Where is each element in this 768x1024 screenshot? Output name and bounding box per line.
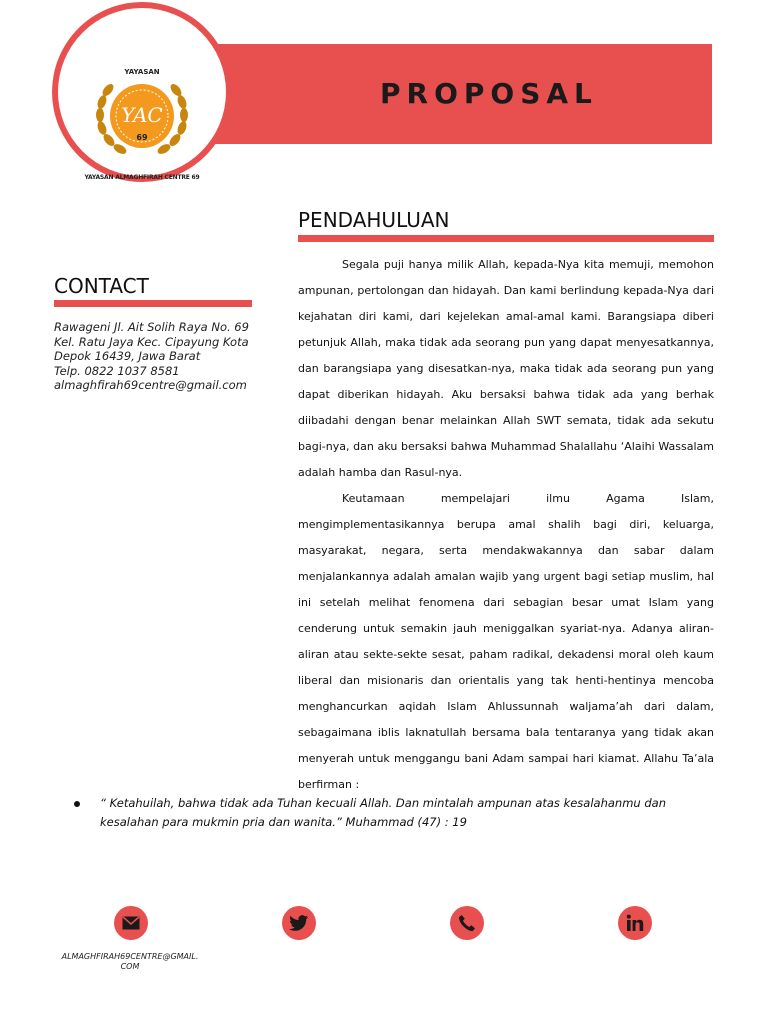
logo-top-text: YAYASAN <box>124 68 160 76</box>
logo-number: 69 <box>136 133 148 142</box>
footer-email-text: ALMAGHFIRAH69CENTRE@GMAIL. COM <box>61 952 199 971</box>
contact-address-block <box>54 320 264 393</box>
contact-email: almaghfirah69centre@gmail.com <box>54 378 247 393</box>
yac-logo <box>80 60 204 170</box>
phone-button[interactable] <box>450 906 484 940</box>
twitter-icon <box>289 915 309 931</box>
intro-rule <box>298 235 714 242</box>
contact-address-line-3: Depok 16439, Jawa Barat <box>54 349 201 364</box>
intro-title: PENDAHULUAN <box>298 208 450 232</box>
bullet-icon <box>74 801 80 807</box>
quote-block <box>74 794 724 832</box>
contact-title: CONTACT <box>54 274 149 298</box>
footer-email-label <box>40 952 220 972</box>
logo-bottom-text: YAYASAN ALMAGHFIRAH CENTRE 69 <box>84 174 200 181</box>
intro-paragraph-1: Segala puji hanya milik Allah, kepada-Nya kita memuji, memohon ampunan, pertolongan dan hidayah. Dan kami berlindung kepada-Nya dari kejahatan diri kami, dari kejelekan amal-amal kami. Barangsiapa diberi petunjuk Allah, maka tidak ada seorang pun yang dapat menyesatkannya, dan barangsiapa yang disesatkan-nya, maka tidak ada seorang pun yang dapat diberikan hidayah. Aku bersaksi bahwa tidak ada yang berhak diibadahi dengan benar melainkan Allah SWT semata, tidak ada sekutu bagi-nya, dan aku bersaksi bahwa Muhammad Shalallahu ‘Alaihi Wassalam adalah hamba dan Rasul-nya. <box>298 258 714 479</box>
linkedin-button[interactable] <box>618 906 652 940</box>
logo-center-text: YAC <box>121 103 163 127</box>
intro-paragraph-2: Keutamaan mempelajari ilmu Agama Islam, mengimplementasikannya berupa amal shalih bagi diri, keluarga, masyarakat, negara, serta mendakwakannya dan sabar dalam menjalankannya adalah amalan wajib yang urgent bagi setiap muslim, hal ini setelah melihat fenomena dari sebagian besar umat Islam yang cenderung untuk semakin jauh meniggalkan syariat-nya. Adanya aliran-aliran atau sekte-sekte sesat, paham radikal, dekadensi moral oleh kaum liberal dan misionaris dan orientalis yang tak henti-hentinya mencoba menghancurkan aqidah Islam Ahlussunnah waljama’ah dari dalam, sebagaimana iblis laknatullah bersama bala tentaranya yang tidak akan menyerah untuk menggangu bani Adam sampai hari kiamat. Allahu Ta’ala berfirman : <box>298 492 714 791</box>
contact-phone: Telp. 0822 1037 8581 <box>54 363 180 378</box>
phone-icon <box>458 914 476 932</box>
quote-text: “ Ketahuilah, bahwa tidak ada Tuhan kecuali Allah. Dan mintalah ampunan atas kesalahanmu dan kesalahan para mukmin pria dan wanita.” Muhammad (47) : 19 <box>100 796 666 829</box>
intro-body <box>298 252 714 798</box>
email-icon <box>122 916 140 930</box>
twitter-button[interactable] <box>282 906 316 940</box>
email-button[interactable] <box>114 906 148 940</box>
contact-address-line-2: Kel. Ratu Jaya Kec. Cipayung Kota <box>54 334 249 349</box>
contact-address-line-1: Rawageni Jl. Ait Solih Raya No. 69 <box>54 320 249 334</box>
contact-rule <box>54 300 252 307</box>
linkedin-icon <box>626 914 644 932</box>
banner-title <box>380 44 540 66</box>
